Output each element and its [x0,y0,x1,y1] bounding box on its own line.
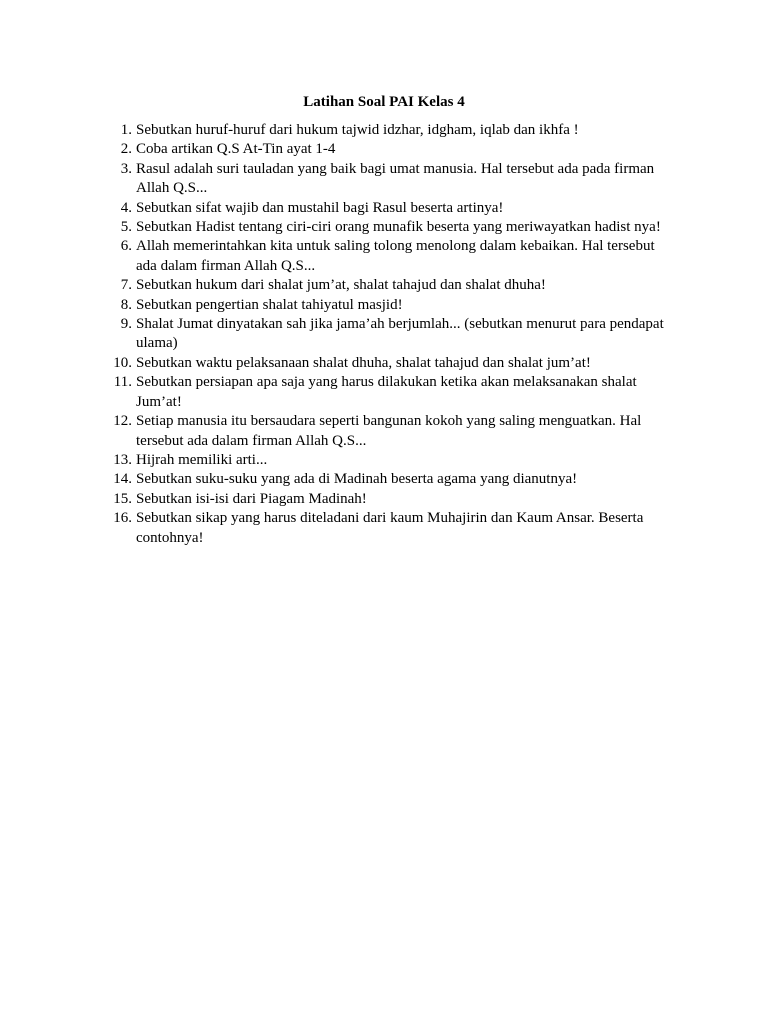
question-text: Shalat Jumat dinyatakan sah jika jama’ah berjumlah... (sebutkan menurut para pendapat ulama) [136,316,664,352]
list-item [108,121,668,140]
question-list [108,121,668,548]
list-item [108,140,668,159]
question-text: Sebutkan suku-suku yang ada di Madinah beserta agama yang dianutnya! [136,471,578,488]
question-number: 1. [120,122,132,138]
question-number: 5. [120,219,132,236]
question-text: Sebutkan Hadist tentang ciri-ciri orang munafik beserta yang meriwayatkan hadist nya! [136,219,661,236]
list-item [108,199,668,218]
list-item [108,218,668,237]
question-number: 2. [120,141,132,158]
question-text: Sebutkan isi-isi dari Piagam Madinah! [136,490,367,507]
question-number: 6. [120,238,132,255]
question-number: 4. [120,199,132,216]
question-text: Sebutkan waktu pelaksanaan shalat dhuha, shalat tahajud dan shalat jum’at! [136,354,591,371]
question-text: Sebutkan sifat wajib dan mustahil bagi Rasul beserta artinya! [136,199,504,216]
question-text: Rasul adalah suri tauladan yang baik bagi umat manusia. Hal tersebut ada pada firman Allah Q.S... [136,160,655,197]
question-number: 8. [120,296,132,313]
list-item [108,451,668,470]
list-item [108,509,668,548]
list-item [108,470,668,489]
question-number: 14. [113,471,132,488]
question-text: Sebutkan hukum dari shalat jum’at, shalat tahajud dan shalat dhuha! [136,277,546,294]
question-text: Hijrah memiliki arti... [136,451,268,468]
list-item [108,160,668,199]
question-number: 3. [120,160,132,177]
question-number: 13. [113,451,132,468]
question-number: 16. [113,510,132,527]
question-text: Sebutkan pengertian shalat tahiyatul masjid! [136,296,403,313]
list-item [108,296,668,315]
question-text: Coba artikan Q.S At-Tin ayat 1-4 [136,141,336,158]
question-number: 11. [113,374,132,391]
question-number: 7. [120,277,132,294]
list-item [108,276,668,295]
list-item [108,373,668,412]
list-item [108,354,668,373]
question-text: Sebutkan sikap yang harus diteladani dari kaum Muhajirin dan Kaum Ansar. Beserta contohnya! [136,510,644,546]
question-text: Allah memerintahkan kita untuk saling tolong menolong dalam kebaikan. Hal tersebut ada dalam firman Allah Q.S... [136,238,655,274]
question-text: Setiap manusia itu bersaudara seperti bangunan kokoh yang saling menguatkan. Hal tersebut ada dalam firman Allah Q.S... [136,413,642,449]
question-number: 9. [120,316,132,333]
question-number: 10. [113,354,132,371]
question-text: Sebutkan huruf-huruf dari hukum tajwid idzhar, idgham, iqlab dan ikhfa ! [136,122,579,138]
list-item [108,490,668,509]
page-title: Latihan Soal PAI Kelas 4 [303,94,465,110]
question-number: 15. [113,490,132,507]
list-item [108,237,668,276]
list-item [108,412,668,451]
question-number: 12. [113,413,132,430]
list-item [108,315,668,354]
question-text: Sebutkan persiapan apa saja yang harus dilakukan ketika akan melaksanakan shalat Jum’at! [136,374,637,410]
